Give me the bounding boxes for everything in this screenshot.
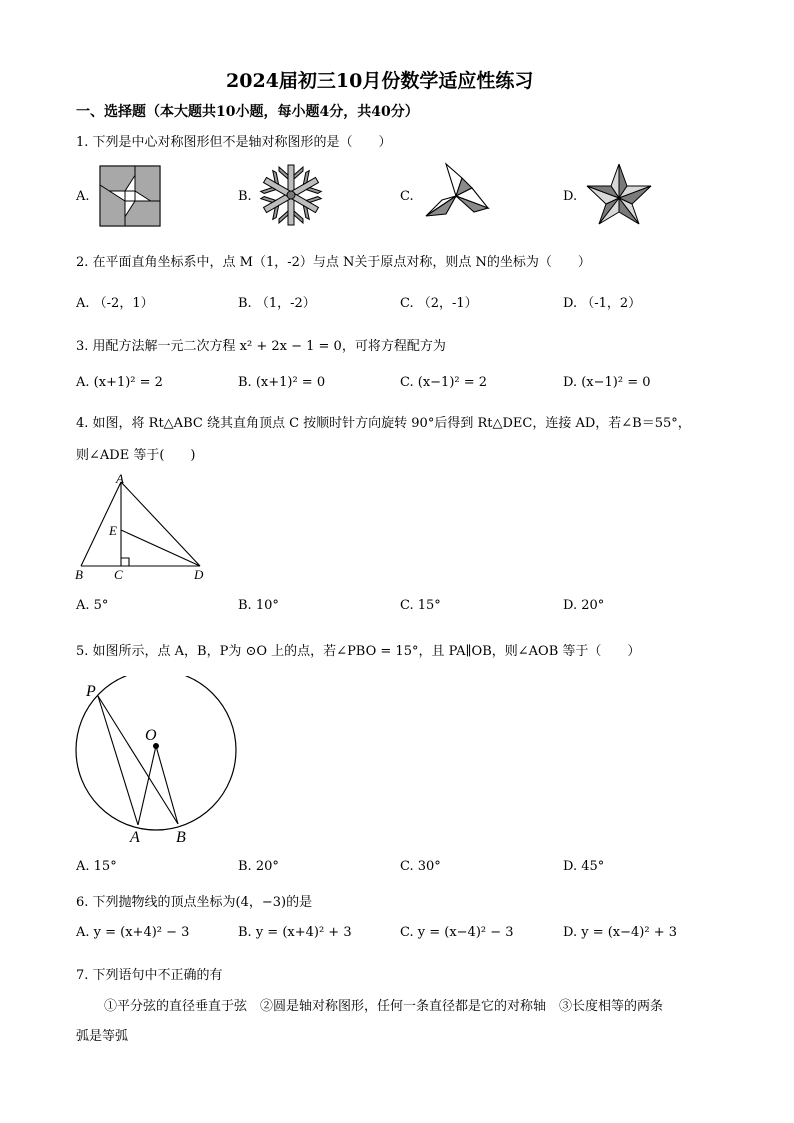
q4-label-d: D xyxy=(194,567,204,582)
q5-label-p: P xyxy=(86,683,96,700)
q4-label-c: C xyxy=(114,567,123,582)
q2-option-b: B. （1，-2） xyxy=(238,296,316,311)
q5-option-d: D. 45° xyxy=(563,859,605,874)
q5-circle-figure xyxy=(72,676,242,848)
q1-figure-c-three-blade xyxy=(420,160,492,228)
section-heading: 一、选择题（本大题共10小题，每小题4分，共40分） xyxy=(76,104,419,120)
q1-figure-a-pinwheel-square xyxy=(99,165,161,227)
question-7-statements-line2: 弧是等弧 xyxy=(76,1029,129,1044)
q5-segment-ob xyxy=(156,746,178,824)
q4-option-d: D. 20° xyxy=(563,598,605,613)
q1-option-a-label: A. xyxy=(76,189,90,204)
q5-label-o: O xyxy=(145,727,157,744)
q5-segment-pa xyxy=(98,696,138,825)
q1-option-d-label: D. xyxy=(563,189,578,204)
q5-option-a: A. 15° xyxy=(76,859,117,874)
q6-option-a: A. y = (x+4)² − 3 xyxy=(76,925,190,940)
q4-label-e: E xyxy=(109,523,117,538)
q3-option-c: C. (x−1)² = 2 xyxy=(400,375,488,390)
question-7-statements-line1: ①平分弦的直径垂直于弦 ②圆是轴对称图形，任何一条直径都是它的对称轴 ③长度相等的两条 xyxy=(104,999,664,1014)
q3-option-d: D. (x−1)² = 0 xyxy=(563,375,651,390)
question-4-stem-line2: 则∠ADE 等于( ) xyxy=(76,448,196,463)
q5-label-a: A xyxy=(130,829,140,846)
q6-option-c: C. y = (x−4)² − 3 xyxy=(400,925,514,940)
q3-option-a: A. (x+1)² = 2 xyxy=(76,375,163,390)
question-6-stem: 6. 下列抛物线的顶点坐标为(4，−3)的是 xyxy=(76,895,313,910)
q1-figure-b-snowflake xyxy=(258,162,324,228)
question-2-stem: 2. 在平面直角坐标系中，点 M（1，-2）与点 N关于原点对称，则点 N的坐标为（ ） xyxy=(76,255,591,270)
q5-option-c: C. 30° xyxy=(400,859,441,874)
q4-label-b: B xyxy=(75,567,83,582)
question-3-stem: 3. 用配方法解一元二次方程 x² + 2x − 1 = 0，可将方程配方为 xyxy=(76,339,446,354)
question-1-stem: 1. 下列是中心对称图形但不是轴对称图形的是（ ） xyxy=(76,135,392,150)
q1-option-c-label: C. xyxy=(400,189,414,204)
q4-right-angle-mark xyxy=(121,558,129,566)
q3-option-b: B. (x+1)² = 0 xyxy=(238,375,326,390)
q5-option-b: B. 20° xyxy=(238,859,279,874)
q5-segment-pb xyxy=(98,696,178,824)
q1-option-b-label: B. xyxy=(238,189,252,204)
q4-option-c: C. 15° xyxy=(400,598,441,613)
q1-figure-d-star xyxy=(585,162,653,228)
q4-triangle-figure xyxy=(72,472,212,584)
q4-option-a: A. 5° xyxy=(76,598,109,613)
q4-option-b: B. 10° xyxy=(238,598,279,613)
q4-label-a: A xyxy=(116,472,124,486)
question-4-stem-line1: 4. 如图，将 Rt△ABC 绕其直角顶点 C 按顺时针方向旋转 90°后得到 Rt△DEC，连接 AD，若∠B＝55°， xyxy=(76,416,691,431)
q5-label-b: B xyxy=(176,829,186,846)
q6-option-d: D. y = (x−4)² + 3 xyxy=(563,925,678,940)
q4-segment-ed xyxy=(121,530,200,566)
q6-option-b: B. y = (x+4)² + 3 xyxy=(238,925,352,940)
q2-option-d: D. （-1，2） xyxy=(563,296,642,311)
page-title: 2024届初三10月份数学适应性练习 xyxy=(226,70,534,92)
q4-segment-ad xyxy=(121,482,200,566)
question-5-stem: 5. 如图所示，点 A，B，P为 ⊙O 上的点，若∠PBO = 15°，且 PA∥OB，则∠AOB 等于（ ） xyxy=(76,644,641,659)
q2-option-a: A. （-2，1） xyxy=(76,296,154,311)
question-7-stem: 7. 下列语句中不正确的有 xyxy=(76,968,223,983)
q2-option-c: C. （2，-1） xyxy=(400,296,478,311)
